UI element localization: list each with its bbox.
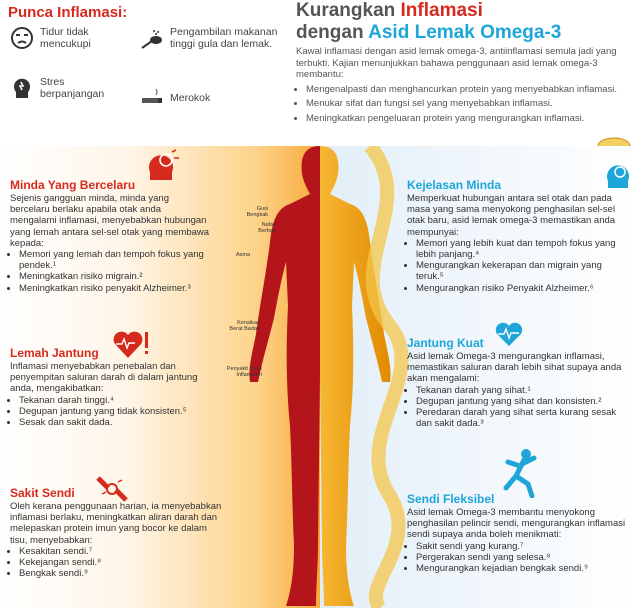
right-heart-text: Asid lemak Omega-3 mengurangkan inflamasi, memastikan saluran darah lebih sihat supaya anda akan mengalami: • Tekanan darah yang sihat.¹ • Degupan jantung yang sihat dan konsisten.² • Peredaran darah yang sihat serta kurang sesak dan sakit dada.³ bbox=[407, 351, 629, 429]
cause-food bbox=[140, 26, 280, 50]
heart-alert-icon bbox=[112, 328, 152, 360]
list-item: • Tekanan darah tinggi.⁴ bbox=[19, 395, 220, 406]
cause-label: Stres berpanjangan bbox=[40, 76, 105, 100]
list-item: • Meningkatkan risiko migrain.² bbox=[19, 271, 210, 282]
cause-label: Pengambilan makanan tinggi gula dan lemak. bbox=[170, 26, 278, 50]
main-title: Kurangkan Inflamasi dengan Asid Lemak Omega-3 bbox=[296, 0, 562, 43]
stressed-face-icon bbox=[10, 26, 34, 50]
left-heart-title: Lemah Jantung bbox=[10, 346, 99, 360]
intro-point: • Meningkatkan pengeluaran protein yang mengurangkan inflamasi. bbox=[306, 113, 626, 125]
right-brain-title: Kejelasan Minda bbox=[407, 178, 502, 192]
label-weight: Kenaikan Berat Badan bbox=[229, 320, 260, 332]
jumping-figure-icon bbox=[500, 448, 540, 498]
left-joint-text: Oleh kerana penggunaan harian, ia menyebabkan inflamasi berlaku, meningkatkan aliran darah dan melepaskan protein imun yang bocor ke dalam tisu, menyebabkan: • Kesakitan sendi.⁷ • Kekejangan sendi.⁸ • Bengkak sendi.⁹ bbox=[10, 501, 225, 579]
cigarette-icon bbox=[140, 86, 164, 110]
left-brain-title: Minda Yang Bercelaru bbox=[10, 178, 136, 192]
heart-healthy-icon bbox=[494, 320, 524, 348]
list-item: • Peredaran darah yang sihat serta kurang sesak dan sakit dada.³ bbox=[416, 407, 629, 429]
label-breath: Nafas Berbau bbox=[258, 222, 276, 234]
list-item: • Sesak dan sakit dada. bbox=[19, 417, 220, 428]
brain-clear-icon bbox=[604, 160, 634, 190]
list-item: • Mengurangkan risiko Penyakit Alzheimer.⁶ bbox=[416, 283, 629, 294]
right-joint-title: Sendi Fleksibel bbox=[407, 492, 495, 506]
intro-text: Kawal inflamasi dengan asid lemak omega-3, antiinflamasi semula jadi yang terbukti. Kajian menunjukkan bahawa penggunaan asid lemak omega-3 membantu: • Mengenalpasti dan menghancurkan protein yang menyebabkan inflamasi. • Menukar sifat dan fungsi sel yang menyebabkan inflamasi. • Meningkatkan pengeluaran protein yang mengurangkan inflamasi. bbox=[296, 46, 626, 127]
brain-alert-icon bbox=[146, 148, 180, 182]
intro-point: • Menukar sifat dan fungsi sel yang menyebabkan inflamasi. bbox=[306, 98, 626, 110]
label-gum: Gusi Bengkak bbox=[246, 206, 268, 218]
list-item: • Mengurangkan kekerapan dan migrain yang teruk.⁵ bbox=[416, 260, 629, 282]
list-item: • Bengkak sendi.⁹ bbox=[19, 568, 225, 579]
list-item: • Kesakitan sendi.⁷ bbox=[19, 546, 225, 557]
cause-stress bbox=[10, 76, 140, 100]
label-asthma: Asma bbox=[235, 252, 250, 258]
right-brain-text: Memperkuat hubungan antara sel otak dan pada masa yang sama menyokong penghasilan sel-sel otak baru, asid lemak omega-3 memastikan anda mempunyai: • Memori yang lebih kuat dan tempoh fokus yang lebih panjang.⁴ • Mengurangkan kekerapan dan migrain yang teruk.⁵ • Mengurangkan risiko Penyakit Alzheimer.⁶ bbox=[407, 193, 629, 294]
causes-title: Punca Inflamasi: bbox=[8, 4, 128, 21]
list-item: • Degupan jantung yang tidak konsisten.⁵ bbox=[19, 406, 220, 417]
left-heart-text: Inflamasi menyebabkan penebalan dan penyempitan saluran darah di dalam jantung anda, mengakibatkan: • Tekanan darah tinggi.⁴ • Degupan jantung yang tidak konsisten.⁵ • Sesak dan sakit dada. bbox=[10, 361, 220, 428]
joint-pain-icon bbox=[94, 474, 130, 504]
intro-point: • Mengenalpasti dan menghancurkan protein yang menyebabkan inflamasi. bbox=[306, 84, 626, 96]
right-heart-title: Jantung Kuat bbox=[407, 336, 484, 350]
label-bowel: Penyakit Usus Inflamatori bbox=[226, 366, 262, 378]
list-item: • Pergerakan sendi yang selesa.⁸ bbox=[416, 552, 629, 563]
cause-label: Tidur tidak mencukupi bbox=[40, 26, 91, 50]
head-stress-icon bbox=[10, 76, 34, 100]
list-item: • Mengurangkan kejadian bengkak sendi.⁹ bbox=[416, 563, 629, 574]
list-item: • Kekejangan sendi.⁸ bbox=[19, 557, 225, 568]
left-brain-text: Sejenis gangguan minda, minda yang bercelaru berlaku apabila otak anda mengalami inflamasi, menyebabkan hubungan yang lemah antara sel-sel otak yang membawa kepada: • Memori yang lemah dan tempoh fokus yang pendek.¹ • Meningkatkan risiko migrain.² • Meningkatkan risiko penyakit Alzheimer.³ bbox=[10, 193, 210, 294]
right-joint-text: Asid lemak Omega-3 membantu menyokong penghasilan pelincir sendi, mengurangkan inflamasi sendi supaya anda boleh menikmati: • Sakit sendi yang kurang.⁷ • Pergerakan sendi yang selesa.⁸ • Mengurangkan kejadian bengkak sendi.⁹ bbox=[407, 507, 629, 574]
list-item: • Sakit sendi yang kurang.⁷ bbox=[416, 541, 629, 552]
left-joint-title: Sakit Sendi bbox=[10, 486, 75, 500]
list-item: • Memori yang lemah dan tempoh fokus yang pendek.¹ bbox=[19, 249, 210, 271]
list-item: • Memori yang lebih kuat dan tempoh fokus yang lebih panjang.⁴ bbox=[416, 238, 629, 260]
cause-smoking bbox=[140, 86, 280, 110]
cause-sleep bbox=[10, 26, 140, 50]
list-item: • Meningkatkan risiko penyakit Alzheimer.³ bbox=[19, 283, 210, 294]
cause-label: Merokok bbox=[170, 92, 211, 104]
spoon-sugar-icon bbox=[140, 26, 164, 50]
list-item: • Tekanan darah yang sihat.¹ bbox=[416, 385, 629, 396]
list-item: • Degupan jantung yang sihat dan konsisten.² bbox=[416, 396, 629, 407]
